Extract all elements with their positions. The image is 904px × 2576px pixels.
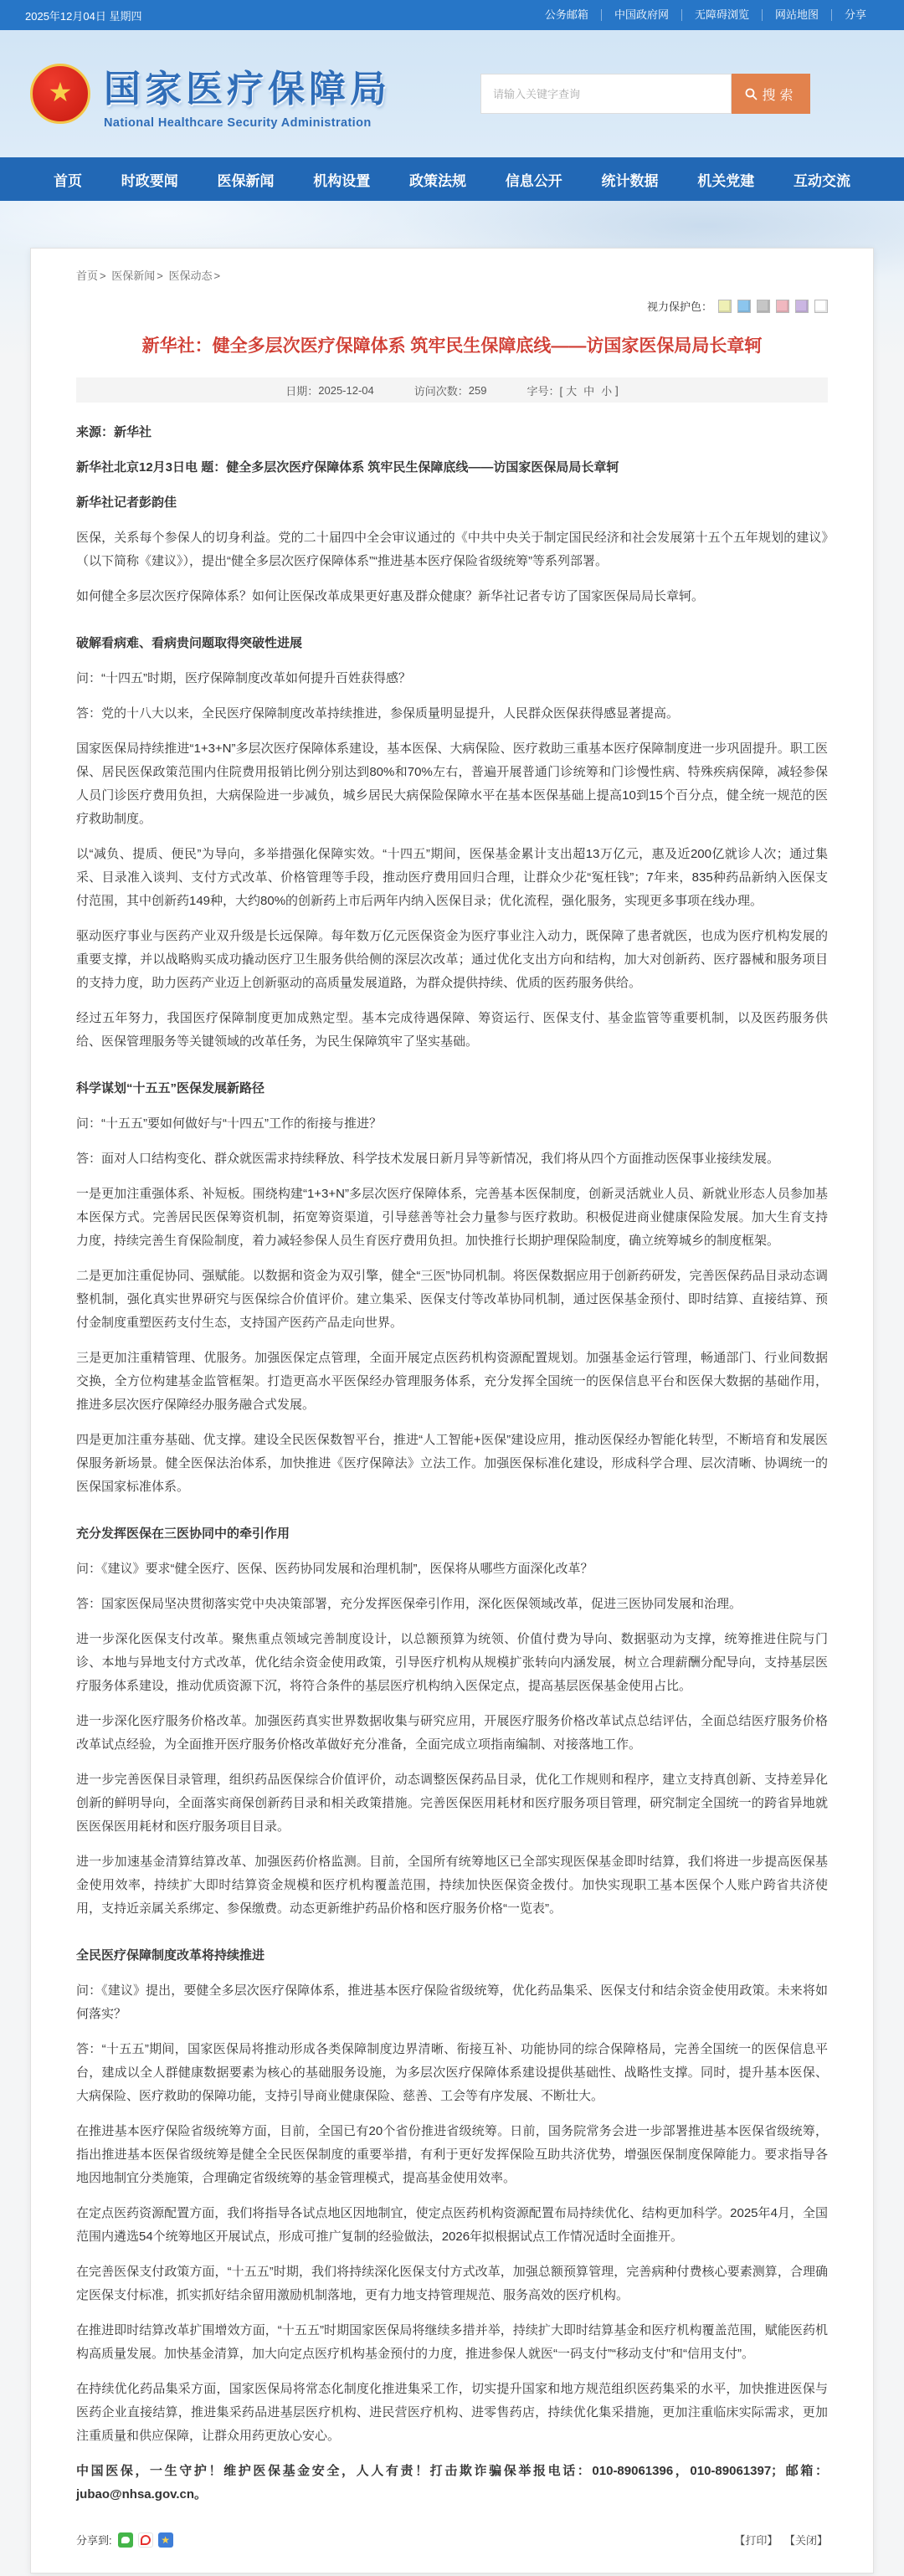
print-button[interactable]: 【打印】 <box>734 2534 778 2547</box>
breadcrumb-link[interactable]: 医保动态 > <box>168 269 223 282</box>
article-paragraph: 如何健全多层次医疗保障体系？如何让医保改革成果更好惠及群众健康？新华社记者专访了国家医保局局长章轲。 <box>76 589 705 603</box>
article-date: 日期： 2025-12-04 <box>285 383 374 398</box>
article-paragraph: 答：党的十八大以来，全民医疗保障制度改革持续推进，参保质量明显提升，人民群众医保获得感显著提高。 <box>76 706 680 721</box>
search-button-label: 搜索 <box>762 88 798 103</box>
content-panel <box>30 248 874 2573</box>
share-group <box>76 2532 173 2548</box>
share-label: 分享到: <box>76 2534 112 2547</box>
eye-protection-swatch[interactable] <box>776 300 789 313</box>
article-paragraph: 四是更加注重夯基础、优支撑。建设全民医保数智平台，推进“人工智能+医保”建设应用，推动医保经办智能化转型，不断培育和发展医保服务新场景。健全医保法治体系，加快推进《医疗保障法》立法工作。加强医保标准化建设，形成科学合理、层次清晰、协调统一的医保国家标准体系。 <box>76 1433 828 1494</box>
search-icon <box>744 87 758 100</box>
article-paragraph: 经过五年努力，我国医疗保障制度更加成熟定型。基本完成待遇保障、筹资运行、医保支付、基金监管等重要机制，以及医药服务供给、医保管理服务等关键领域的改革任务，为民生保障筑牢了坚实基础。 <box>76 1011 828 1049</box>
current-date: 2025年12月04日 星期四 <box>25 9 142 23</box>
article-paragraph: 科学谋划“十五五”医保发展新路径 <box>76 1081 265 1096</box>
eye-protection-swatch[interactable] <box>718 300 732 313</box>
article-paragraph: 破解看病难、看病贵问题取得突破性进展 <box>76 636 303 650</box>
article-paragraph: 二是更加注重促协同、强赋能。以数据和资金为双引擎，健全“三医”协同机制。将医保数据应用于创新药研发，完善医保药品目录动态调整机制，强化真实世界研究与医保综合价值评价。建立集采、医保支付等改革协同机制，通过医保基金预付、即时结算、直接结算、预付金制度重塑医药支付生态，支持国产医药产品走向世界。 <box>76 1269 828 1330</box>
article-paragraph: 在定点医药资源配置方面，我们将指导各试点地区因地制宜，使定点医药机构资源配置布局持续优化、结构更加科学。2025年4月，全国范围内遴选54个统筹地区开展试点，形成可推广复制的经验做法，2026年拟根据试点工作情况适时全面推开。 <box>76 2206 828 2244</box>
close-button[interactable]: 【关闭】 <box>783 2534 828 2547</box>
eye-protection-swatch[interactable] <box>814 300 828 313</box>
article-visits: 访问次数： 259 <box>413 383 487 398</box>
topbar <box>0 0 904 30</box>
eye-protection-row <box>76 298 828 314</box>
font-size-control: 字号：[ 大 中 小 ] <box>526 383 619 398</box>
breadcrumb-link[interactable]: 医保新闻 > <box>111 269 168 282</box>
font-size-button[interactable]: 中 <box>583 384 595 398</box>
main-nav <box>0 157 904 201</box>
article-paragraph: 在完善医保支付政策方面，“十五五”时期，我们将持续深化医保支付方式改革，加强总额预算管理，完善病种付费核心要素测算，合理确定医保支付标准，抓实抓好结余留用激励机制落地，更有力地支持管理规范、服务高效的医疗机构。 <box>76 2265 828 2302</box>
search-input[interactable] <box>480 74 732 114</box>
breadcrumb-link[interactable]: 首页 > <box>76 269 111 282</box>
eye-protection-swatches <box>712 300 828 313</box>
nav-item[interactable]: 时政要闻 <box>121 172 178 189</box>
article-paragraph: 医保，关系每个参保人的切身利益。党的二十届四中全会审议通过的《中共中央关于制定国民经济和社会发展第十五个五年规划的建议》（以下简称《建议》），提出“健全多层次医疗保障体系”“推进基本医疗保险省级统筹”等系列部署。 <box>76 531 828 568</box>
eye-protection-label: 视力保护色： <box>646 300 712 313</box>
article-paragraph: 进一步加速基金清算结算改革、加强医药价格监测。目前，全国所有统筹地区已全部实现医保基金即时结算，我们将进一步提高医保基金使用效率，持续扩大即时结算资金规模和医疗机构覆盖范围，持续加快医保资金拨付。加快实现职工基本医保个人账户跨省共济使用，支持近亲属关系绑定、参保缴费。动态更新维护药品价格和医疗服务价格“一览表”。 <box>76 1855 828 1916</box>
nav-item[interactable]: 互动交流 <box>794 172 850 189</box>
nav-item[interactable]: 机关党建 <box>697 172 755 189</box>
article-paragraph: 一是更加注重强体系、补短板。围绕构建“1+3+N”多层次医疗保障体系，完善基本医保制度，创新灵活就业人员、新就业形态人员参加基本医保方式。完善居民医保筹资机制，拓宽筹资渠道，引导慈善等社会力量参与医疗救助。积极促进商业健康保险发展。加大生育支持力度，持续完善生育保险制度，着力减轻参保人员生育医疗费用负担。加快推行长期护理保险制度，确立统筹城乡的制度框架。 <box>76 1187 828 1248</box>
search-bar <box>480 74 810 114</box>
eye-protection-swatch[interactable] <box>795 300 809 313</box>
article-paragraph: 问：“十四五”时期，医疗保障制度改革如何提升百姓获得感？ <box>76 671 411 685</box>
article-paragraph: 以“减负、提质、便民”为导向，多举措强化保障实效。“十四五”期间，医保基金累计支出超13万亿元，惠及近200亿就诊人次；通过集采、目录准入谈判、支付方式改革、价格管理等手段，推动医疗费用回归合理，让群众少花“冤枉钱”；7年来，835种药品新纳入医保支付范围，其中创新药149种，大约80%的创新药上市后两年内纳入医保目录；优化流程，强化服务，实现更多事项在线办理。 <box>76 847 828 908</box>
article-paragraph: 在推进基本医疗保险省级统筹方面，目前，全国已有20个省份推进省级统筹。日前，国务院常务会进一步部署推进基本医保省级统筹，指出推进基本医保省级统筹是健全全民医保制度的重要举措，有利于更好发挥保险互助共济优势，增强医保制度保障能力。要求指导各地因地制宜分类施策，合理确定省级统筹的基金管理模式，提高基金使用效率。 <box>76 2124 828 2185</box>
font-size-button[interactable]: 大 <box>566 384 578 398</box>
article-paragraph: 新华社北京12月3日电 题：健全多层次医疗保障体系 筑牢民生保障底线——访国家医保局局长章轲 <box>76 460 619 475</box>
article-paragraph: 全民医疗保障制度改革将持续推进 <box>76 1948 265 1963</box>
site-title: 国家医疗保障局 <box>104 68 391 110</box>
eye-protection-swatch[interactable] <box>757 300 770 313</box>
site-brand <box>30 59 391 130</box>
article-paragraph: 中国医保，一生守护！维护医保基金安全，人人有责！打击欺诈骗保举报电话：010-89061396，010-89061397；邮箱：jubao@nhsa.gov.cn。 <box>76 2464 828 2502</box>
article-actions <box>731 2532 828 2548</box>
article-paragraph: 在持续优化药品集采方面，国家医保局将常态化制度化推进集采工作，切实提升国家和地方规范组织医药集采的水平，加快推进医保与医药企业直接结算，推进集采药品进基层医疗机构、进民营医疗机构、进零售药店，持续优化集采措施，更加注重临床实际需求，更加注重质量和供应保障，让群众用药更放心安心。 <box>76 2382 828 2443</box>
article-paragraph: 答：面对人口结构变化、群众就医需求持续释放、科学技术发展日新月异等新情况，我们将从四个方面推动医保事业接续发展。 <box>76 1152 780 1166</box>
nav-item[interactable]: 首页 <box>54 172 82 189</box>
article-paragraph: 新华社记者彭韵佳 <box>76 495 177 510</box>
eye-protection-swatch[interactable] <box>737 300 751 313</box>
nav-item[interactable]: 政策法规 <box>409 172 466 189</box>
share-row <box>76 2532 828 2548</box>
article-paragraph: 问：“十五五”要如何做好与“十四五”工作的衔接与推进？ <box>76 1116 382 1131</box>
site-header <box>0 30 904 157</box>
nav-item[interactable]: 信息公开 <box>505 172 562 189</box>
article-paragraph: 进一步深化医疗服务价格改革。加强医药真实世界数据收集与研究应用，开展医疗服务价格改革试点总结评估，全面总结医疗服务价格改革试点经验，为全面推开医疗服务价格改革做好充分准备，全面完成立项指南编制、对接落地工作。 <box>76 1714 828 1752</box>
nav-item[interactable]: 机构设置 <box>313 172 371 189</box>
article-paragraph: 答：“十五五”期间，国家医保局将推动形成各类保障制度边界清晰、衔接互补、功能协同的综合保障格局，完善全国统一的医保信息平台，建成以全人群健康数据要素为核心的基础服务设施，为多层次医疗保障体系建设提供基础性、战略性支撑。同时，提升基本医保、大病保险、医疗救助的保障功能，支持引导商业健康保险、慈善、工会等有序发展、不断壮大。 <box>76 2042 828 2103</box>
article-paragraph: 答：国家医保局坚决贯彻落实党中央决策部署，充分发挥医保牵引作用，深化医保领域改革，促进三医协同发展和治理。 <box>76 1597 742 1611</box>
topbar-link[interactable]: 网站地图 <box>762 9 831 21</box>
national-emblem-icon <box>30 64 90 124</box>
article-paragraph: 问：《建议》要求“健全医疗、医保、医药协同发展和治理机制”，医保将从哪些方面深化改革？ <box>76 1562 593 1576</box>
breadcrumb <box>76 267 828 283</box>
nav-item[interactable]: 医保新闻 <box>217 172 275 189</box>
favorite-icon[interactable] <box>158 2532 173 2548</box>
article-paragraph: 驱动医疗事业与医药产业双升级是长远保障。每年数万亿元医保资金为医疗事业注入动力，既保障了患者就医，也成为医疗机构发展的重要支撑，并以战略购买成功撬动医疗卫生服务供给侧的深层次改革；通过优化支出方向和结构，加大对创新药、医疗器械和服务项目的支持力度，助力医药产业迈上创新驱动的高质量发展道路，为群众提供持续、优质的医药服务供给。 <box>76 929 828 990</box>
article-paragraph: 三是更加注重精管理、优服务。加强医保定点管理，全面开展定点医药机构资源配置规划。加强基金运行管理，畅通部门、行业间数据交换，全方位构建基金监管框架。打造更高水平医保经办管理服务体系，充分发挥全国统一的医保信息平台和医保大数据的基础作用，推进多层次医疗保障经办服务融合式发展。 <box>76 1351 828 1412</box>
site-title-en: National Healthcare Security Administration <box>104 115 372 130</box>
weibo-icon[interactable] <box>138 2532 153 2548</box>
article-paragraph: 在推进即时结算改革扩围增效方面，“十五五”时期国家医保局将继续多措并举，持续扩大即时结算基金和医疗机构覆盖范围，赋能医药机构高质量发展。加快基金清算，加大向定点医疗机构基金预付的力度，推进参保人就医“一码支付”“移动支付”和“信用支付”。 <box>76 2323 828 2361</box>
search-button[interactable] <box>732 74 810 114</box>
article-paragraph: 国家医保局持续推进“1+3+N”多层次医疗保障体系建设，基本医保、大病保险、医疗救助三重基本医疗保障制度进一步巩固提升。职工医保、居民医保政策范围内住院费用报销比例分别达到80%和70%左右，普遍开展普通门诊统筹和门诊慢性病、特殊疾病保障，减轻参保人员门诊医疗费用负担，大病保险进一步减负，城乡居民大病保险保障水平在基本医保基础上提高10到15个百分点，健全统一规范的医疗救助制度。 <box>76 741 828 826</box>
article-paragraph: 进一步完善医保目录管理，组织药品医保综合价值评价，动态调整医保药品目录，优化工作规则和程序，建立支持真创新、支持差异化创新的鲜明导向，全面落实商保创新药目录和相关政策措施。完善医保医用耗材和医疗服务项目管理，研究制定全国统一的跨省异地就医医保医用耗材和医疗服务项目目录。 <box>76 1773 828 1834</box>
nav-item[interactable]: 统计数据 <box>601 172 659 189</box>
article-meta-band <box>76 377 828 403</box>
article-body <box>76 421 828 2507</box>
topbar-link[interactable]: 无障碍浏览 <box>681 9 762 21</box>
topbar-links <box>532 9 879 21</box>
article-paragraph: 进一步深化医保支付改革。聚焦重点领域完善制度设计，以总额预算为统领、价值付费为导向、数据驱动为支撑，统筹推进住院与门诊、本地与异地支付方式改革，优化结余资金使用政策，引导医疗机构从规模扩张转向内涵发展，树立合理薪酬分配导向，支持基层医疗服务体系建设，推动优质资源下沉，将符合条件的基层医疗机构纳入医保定点，提高基层医保基金使用占比。 <box>76 1632 828 1693</box>
wechat-icon[interactable] <box>118 2532 133 2548</box>
article-paragraph: 来源：新华社 <box>76 425 152 439</box>
brand-text <box>104 59 391 130</box>
article-paragraph: 问：《建议》提出，要健全多层次医疗保障体系，推进基本医疗保险省级统筹，优化药品集采、医保支付和结余资金使用政策。未来将如何落实？ <box>76 1983 828 2021</box>
topbar-link[interactable]: 公务邮箱 <box>544 8 588 21</box>
topbar-link[interactable]: 分享 <box>831 9 879 21</box>
article-paragraph: 充分发挥医保在三医协同中的牵引作用 <box>76 1527 290 1541</box>
star-icon: ★ <box>48 76 73 107</box>
topbar-link[interactable]: 中国政府网 <box>601 9 681 21</box>
font-size-button[interactable]: 小 <box>601 384 613 398</box>
article-title: 新华社：健全多层次医疗保障体系 筑牢民生保障底线——访国家医保局局长章轲 <box>141 336 763 356</box>
